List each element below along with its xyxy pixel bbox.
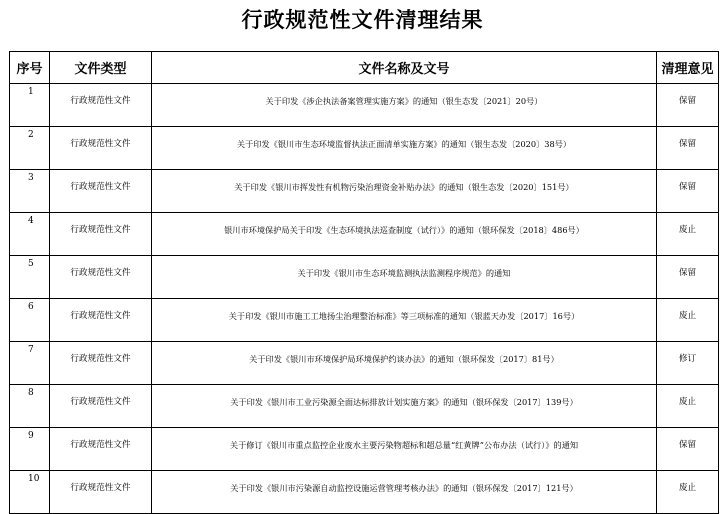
row-doc: 关于印发《涉企执法备案管理实施方案》的通知（银生态发〔2021〕20号） <box>152 84 657 127</box>
table-row <box>10 385 719 428</box>
row-num: 4 <box>10 213 50 256</box>
row-opinion: 保留 <box>657 428 719 471</box>
table-header-row <box>10 52 719 84</box>
row-type: 行政规范性文件 <box>50 256 152 299</box>
row-num: 9 <box>10 428 50 471</box>
row-opinion: 保留 <box>657 84 719 127</box>
row-type: 行政规范性文件 <box>50 471 152 514</box>
row-num: 1 <box>10 84 50 127</box>
table-row <box>10 84 719 127</box>
row-doc: 关于印发《银川市施工工地扬尘治理整治标准》等三项标准的通知（银蓝天办发〔2017〕16号） <box>152 299 657 342</box>
row-doc: 关于印发《银川市生态环境监测执法监测程序规范》的通知 <box>152 256 657 299</box>
row-num: 2 <box>10 127 50 170</box>
header-doc: 文件名称及文号 <box>152 52 657 84</box>
row-opinion: 保留 <box>657 256 719 299</box>
header-type: 文件类型 <box>50 52 152 84</box>
row-opinion: 废止 <box>657 299 719 342</box>
table-row <box>10 428 719 471</box>
row-opinion: 保留 <box>657 170 719 213</box>
row-doc: 关于印发《银川市环境保护局环境保护约谈办法》的通知（银环保发〔2017〕81号） <box>152 342 657 385</box>
table-row <box>10 299 719 342</box>
row-num: 8 <box>10 385 50 428</box>
row-opinion: 废止 <box>657 385 719 428</box>
row-num: 3 <box>10 170 50 213</box>
row-type: 行政规范性文件 <box>50 385 152 428</box>
row-num: 5 <box>10 256 50 299</box>
row-type: 行政规范性文件 <box>50 299 152 342</box>
row-doc: 关于印发《银川市挥发性有机物污染治理资金补贴办法》的通知（银生态发〔2020〕151号） <box>152 170 657 213</box>
row-opinion: 保留 <box>657 127 719 170</box>
table-row <box>10 256 719 299</box>
row-type: 行政规范性文件 <box>50 428 152 471</box>
table-row <box>10 170 719 213</box>
row-doc: 关于印发《银川市污染源自动监控设施运营管理考核办法》的通知（银环保发〔2017〕121号） <box>152 471 657 514</box>
row-doc: 关于印发《银川市工业污染源全面达标排放计划实施方案》的通知（银环保发〔2017〕139号） <box>152 385 657 428</box>
table-row <box>10 213 719 256</box>
header-num: 序号 <box>10 52 50 84</box>
row-doc: 银川市环境保护局关于印发《生态环境执法巡查制度（试行）》的通知（银环保发〔2018〕486号） <box>152 213 657 256</box>
row-opinion: 废止 <box>657 213 719 256</box>
table-row <box>10 471 719 514</box>
row-doc: 关于修订《银川市重点监控企业废水主要污染物超标和超总量“红黄牌”公布办法（试行）》的通知 <box>152 428 657 471</box>
row-type: 行政规范性文件 <box>50 84 152 127</box>
row-num: 6 <box>10 299 50 342</box>
row-num: 7 <box>10 342 50 385</box>
row-type: 行政规范性文件 <box>50 342 152 385</box>
row-doc: 关于印发《银川市生态环境监督执法正面清单实施方案》的通知（银生态发〔2020〕38号） <box>152 127 657 170</box>
header-opinion: 清理意见 <box>657 52 719 84</box>
cleanup-results-table <box>9 51 719 514</box>
table-row <box>10 342 719 385</box>
row-num: 10 <box>10 471 50 514</box>
page-title: 行政规范性文件清理结果 <box>241 8 484 32</box>
row-opinion: 废止 <box>657 471 719 514</box>
row-type: 行政规范性文件 <box>50 127 152 170</box>
row-opinion: 修订 <box>657 342 719 385</box>
row-type: 行政规范性文件 <box>50 213 152 256</box>
table-row <box>10 127 719 170</box>
row-type: 行政规范性文件 <box>50 170 152 213</box>
